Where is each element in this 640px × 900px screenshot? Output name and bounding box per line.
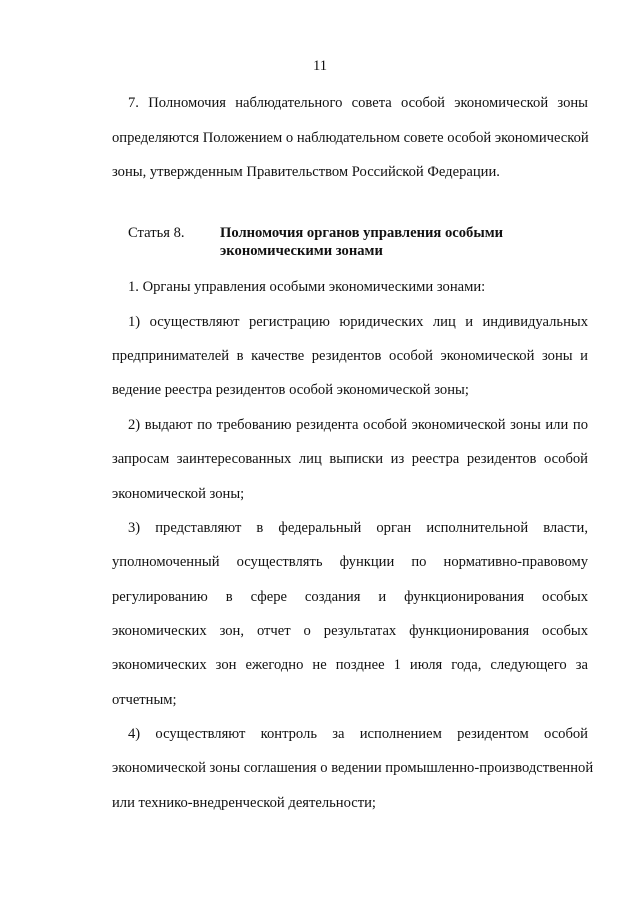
item3-line-2: уполномоченный осуществлять функции по нормативно-правовому [112, 554, 588, 570]
item1-line-3: ведение реестра резидентов особой экономической зоны; [112, 382, 469, 398]
article-number: Статья 8. [128, 225, 185, 241]
item2-line-1: 2) выдают по требованию резидента особой экономической зоны или по [128, 417, 588, 433]
item2-line-2: запросам заинтересованных лиц выписки из реестра резидентов особой [112, 451, 588, 467]
item1-line-2: предпринимателей в качестве резидентов особой экономической зоны и [112, 348, 588, 364]
item3-line-1: 3) представляют в федеральный орган исполнительной власти, [128, 520, 588, 536]
para7-line-3: зоны, утвержденным Правительством Российской Федерации. [112, 164, 500, 180]
item1-line-1: 1) осуществляют регистрацию юридических лиц и индивидуальных [128, 314, 588, 330]
para7-line-2: определяются Положением о наблюдательном совете особой экономической [112, 130, 589, 146]
item2-line-3: экономической зоны; [112, 486, 245, 502]
para7-line-1: 7. Полномочия наблюдательного совета особой экономической зоны [128, 95, 588, 111]
item3-line-4: экономических зон, отчет о результатах функционирования особых [112, 623, 588, 639]
article-title-line-2: экономическими зонами [220, 243, 383, 259]
page-number: 11 [312, 58, 328, 74]
item3-line-3: регулированию в сфере создания и функционирования особых [112, 589, 588, 605]
item4-line-3: или технико-внедренческой деятельности; [112, 795, 376, 811]
item4-line-1: 4) осуществляют контроль за исполнением резидентом особой [128, 726, 588, 742]
article-title-line-1: Полномочия органов управления особыми [220, 225, 504, 241]
item3-line-5: экономических зон ежегодно не позднее 1 июля года, следующего за [112, 657, 588, 673]
item4-line-2: экономической зоны соглашения о ведении промышленно-производственной [112, 760, 594, 776]
item3-line-6: отчетным; [112, 692, 177, 708]
article-para-1: 1. Органы управления особыми экономическими зонами: [128, 279, 486, 295]
